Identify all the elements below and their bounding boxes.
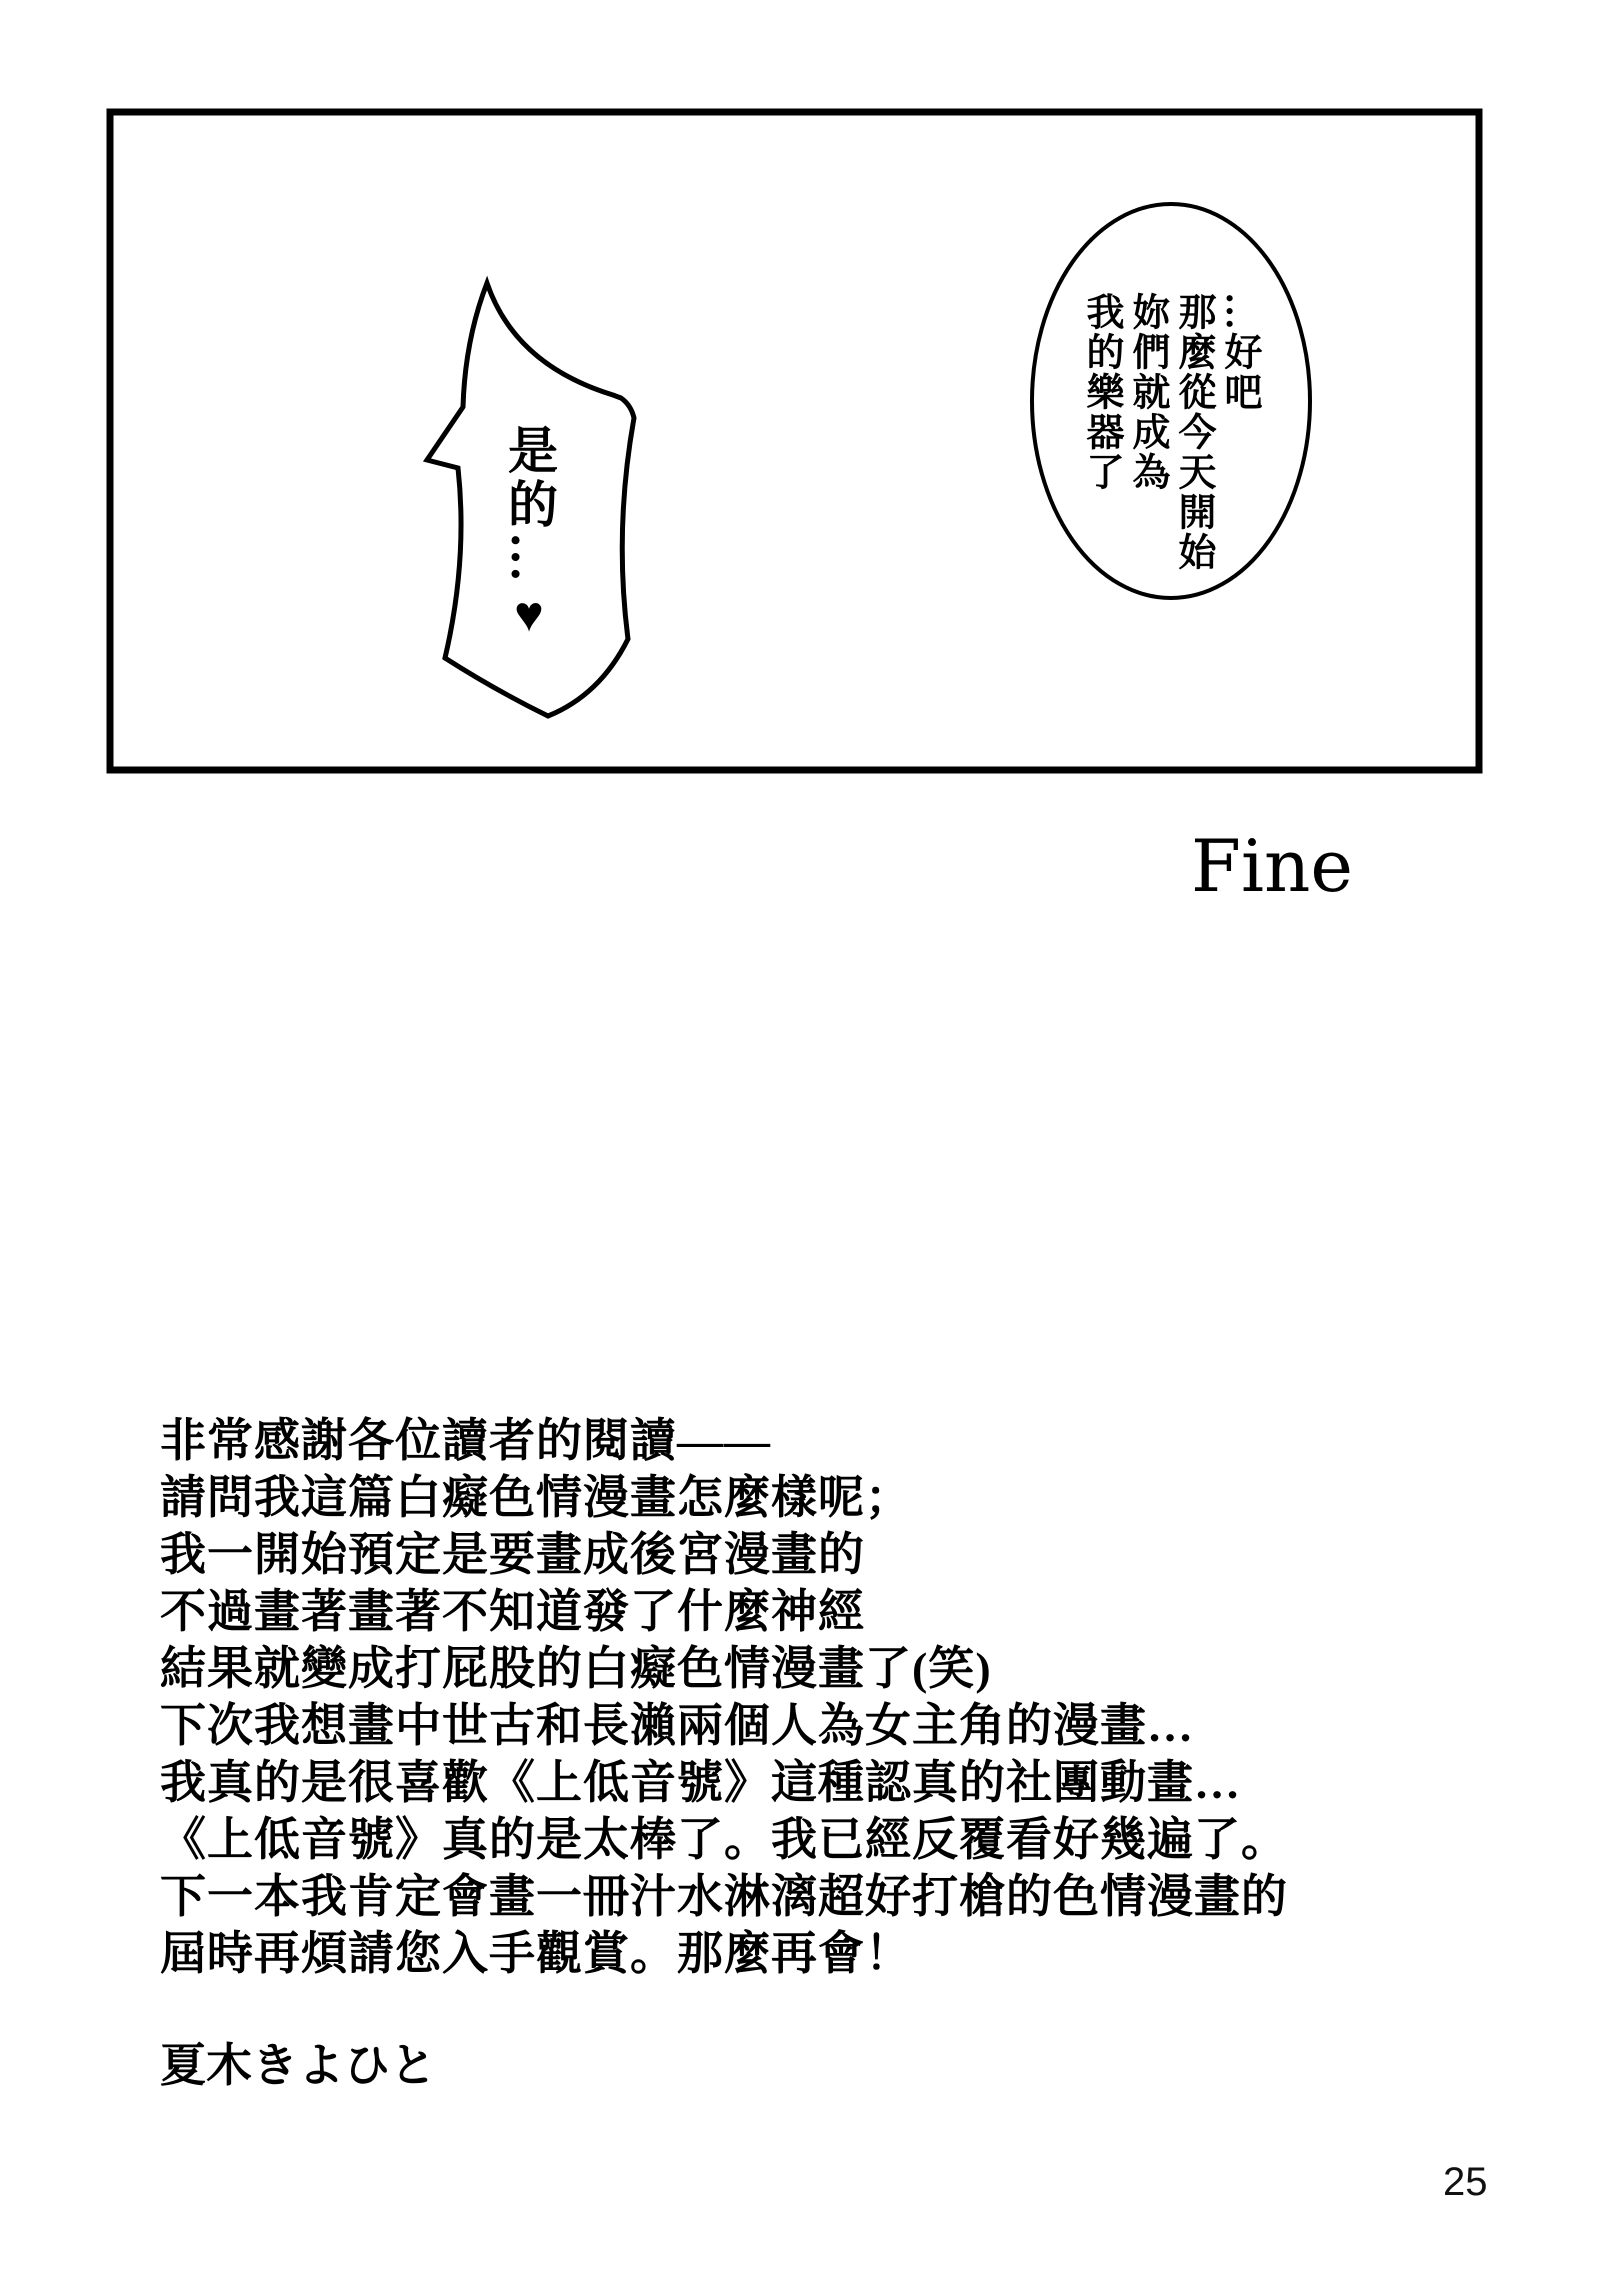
afterword-line: 我一開始預定是要畫成後宮漫畫的 [160, 1529, 865, 1580]
bubble-text-column: 那麼從今天開始 [1172, 292, 1214, 572]
afterword-line: 結果就變成打屁股的白癡色情漫畫了(笑) [160, 1643, 992, 1694]
afterword-line: 不過畫著畫著不知道發了什麼神經 [160, 1586, 865, 1637]
afterword-line: 非常感謝各位讀者的閱讀—— [160, 1415, 771, 1466]
page-number: 25 [1443, 2160, 1488, 2204]
afterword-line: 下一本我肯定會畫一冊汁水淋漓超好打槍的色情漫畫的 [160, 1871, 1288, 1922]
afterword-line: 我真的是很喜歡《上低音號》這種認真的社團動畫… [160, 1757, 1241, 1808]
afterword-line: 請問我這篇白癡色情漫畫怎麼樣呢； [160, 1472, 912, 1523]
afterword-line: 下次我想畫中世古和長瀨兩個人為女主角的漫畫… [160, 1700, 1194, 1751]
afterword-line: 《上低音號》真的是太棒了。我已經反覆看好幾遍了。 [160, 1814, 1288, 1865]
bubble-text-column: 我的樂器了 [1080, 292, 1122, 492]
ellipse-bubble-text [1078, 292, 1262, 592]
burst-bubble-text: 是的…♥ [501, 424, 557, 646]
author-signature: 夏木きよひと [160, 2040, 436, 2091]
afterword-block [160, 1412, 1288, 1982]
afterword-line: 屆時再煩請您入手觀賞。那麼再會！ [160, 1928, 912, 1979]
fine-label: Fine [1191, 824, 1353, 908]
bubble-text-column: 妳們就成為 [1126, 292, 1168, 492]
bubble-text-column: …好吧 [1218, 292, 1260, 412]
